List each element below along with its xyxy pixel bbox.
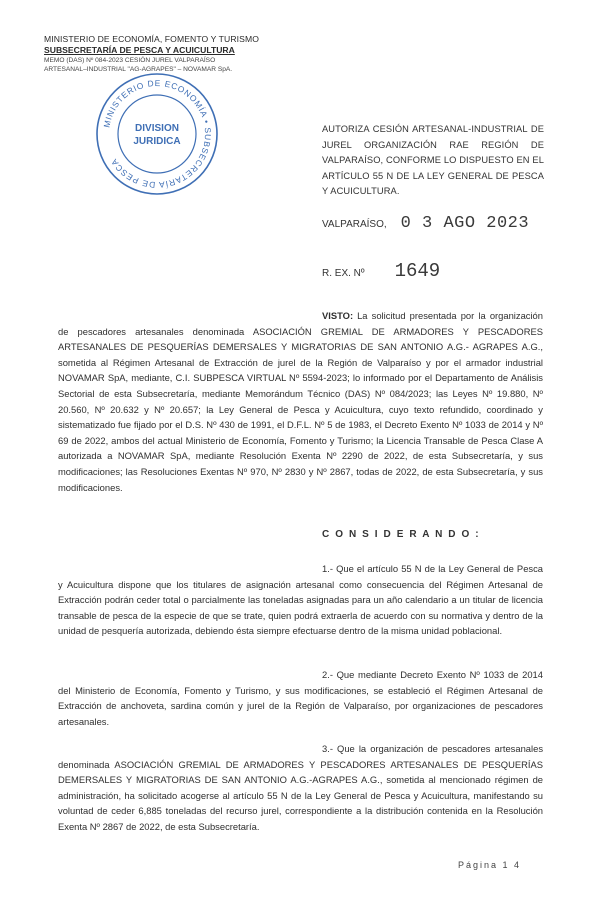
resolution-number: 1649	[394, 260, 441, 282]
dateline-date: 0 3 AGO 2023	[400, 214, 530, 233]
visto-label: VISTO:	[322, 310, 354, 321]
visto-text: La solicitud presentada por la organización de pescadores artesanales denominada ASOCIACIÓN GREMIAL DE ARMADORES Y PESCADORES ARTESANALES DE PESQUERÍAS DEMERSALES Y MIGRATORIAS DE SAN ANTONIO A.G.- AGRAPES A.G., sometida al Régimen Artesanal de Extracción de jurel de la Región de Valparaíso y por el armador industrial NOVAMAR SpA, mediante, C.I. SUBPESCA VIRTUAL Nº 5594-2023; lo informado por el Departamento de Análisis Sectorial de esta Subsecretaría, mediante Memorándum Técnico (DAS) Nº 084/2023; las Leyes Nº 19.880, Nº 20.560, Nº 20.632 y Nº 20.657; la Ley General de Pesca y Acuicultura, cuyo texto refundido, coordinado y sistematizado fue fijado por el D.S. Nº 430 de 1991, el D.F.L. Nº 5 de 1983, el Decreto Exento Nº 1033 de 2014 y Nº 69 de 2022, ambos del actual Ministerio de Economía, Fomento y Turismo; la Licencia Transable de Pesca Clase A autorizada a NOVAMAR SpA, mediante Resolución Exenta Nº 2290 de 2022, de esta Subsecretaría, y sus modificaciones; las Resoluciones Exentas Nº 970, Nº 2830 y Nº 2867, todas de 2022, de esta Subsecretaría, y sus modificaciones.	[58, 310, 543, 493]
considerando-heading: C O N S I D E R A N D O :	[322, 529, 481, 540]
letterhead	[44, 34, 304, 74]
dateline	[322, 214, 529, 233]
memo-reference-line-1: MEMO (DAS) Nº 084-2023 CESIÓN JUREL VALPARAÍSO	[44, 57, 216, 64]
considerando-item-1: 1.- Que el artículo 55 N de la Ley General de Pesca y Acuicultura dispone que los titulares de asignación artesanal como consecuencia del Régimen Artesanal de Extracción podrán ceder total o parcialmente las toneladas asignadas para un año calendario a un titular de licencia transable de pesca de la especie de que se trate, quien podrá extraerla de acuerdo con su normativa y dentro de la unidad de pesquería autorizada, debiendo ésta siempre efectuarse dentro de la misma unidad poblacional.	[58, 563, 543, 637]
division-juridica-stamp	[93, 70, 221, 198]
stamp-center-line-2: JURIDICA	[133, 136, 181, 147]
ministry-name: MINISTERIO DE ECONOMÍA, FOMENTO Y TURISMO	[44, 34, 259, 44]
page-number: Página 1 4	[458, 860, 522, 870]
stamp-center-line-1: DIVISION	[135, 123, 179, 134]
resolution-title: AUTORIZA CESIÓN ARTESANAL-INDUSTRIAL DE JUREL ORGANIZACIÓN RAE REGIÓN DE VALPARAÍSO, CONFORME LO DISPUESTO EN EL ARTÍCULO 55 N DE LA LEY GENERAL DE PESCA Y ACUICULTURA.	[322, 124, 544, 196]
undersecretariat-name: SUBSECRETARÍA DE PESCA Y ACUICULTURA	[44, 45, 235, 55]
resolution-label: R. EX. Nº	[322, 268, 365, 279]
dateline-city: VALPARAÍSO,	[322, 219, 387, 230]
memo-reference-line-2: ARTESANAL–INDUSTRIAL "AG-AGRAPES" – NOVAMAR SpA.	[44, 66, 233, 73]
visto-paragraph	[58, 308, 543, 495]
stamp-ring-text: MINISTERIO DE ECONOMÍA • SUBSECRETARÍA DE PESCA	[101, 77, 214, 191]
considerando-item-2: 2.- Que mediante Decreto Exento Nº 1033 de 2014 del Ministerio de Economía, Fomento y Turismo, y sus modificaciones, se estableció el Régimen Artesanal de Extracción de anchoveta, sardina común y jurel de la Región de Valparaíso, por organizaciones de pescadores artesanales.	[58, 669, 543, 727]
considerando-item-3: 3.- Que la organización de pescadores artesanales denominada ASOCIACIÓN GREMIAL DE ARMADORES Y PESCADORES ARTESANALES DE PESQUERÍAS DEMERSALES Y MIGRATORIAS DE SAN ANTONIO A.G.-AGRAPES A.G., sometida al mencionado régimen de administración, ha solicitado acogerse al artículo 55 N de la Ley General de Pesca y Acuicultura, manifestando su voluntad de ceder 6,885 toneladas del recurso jurel, correspondiente a la distribución contenida en la Resolución Exenta Nº 2867 de 2022, de esta Subsecretaría.	[58, 743, 543, 832]
resolution-number-line	[322, 260, 440, 282]
